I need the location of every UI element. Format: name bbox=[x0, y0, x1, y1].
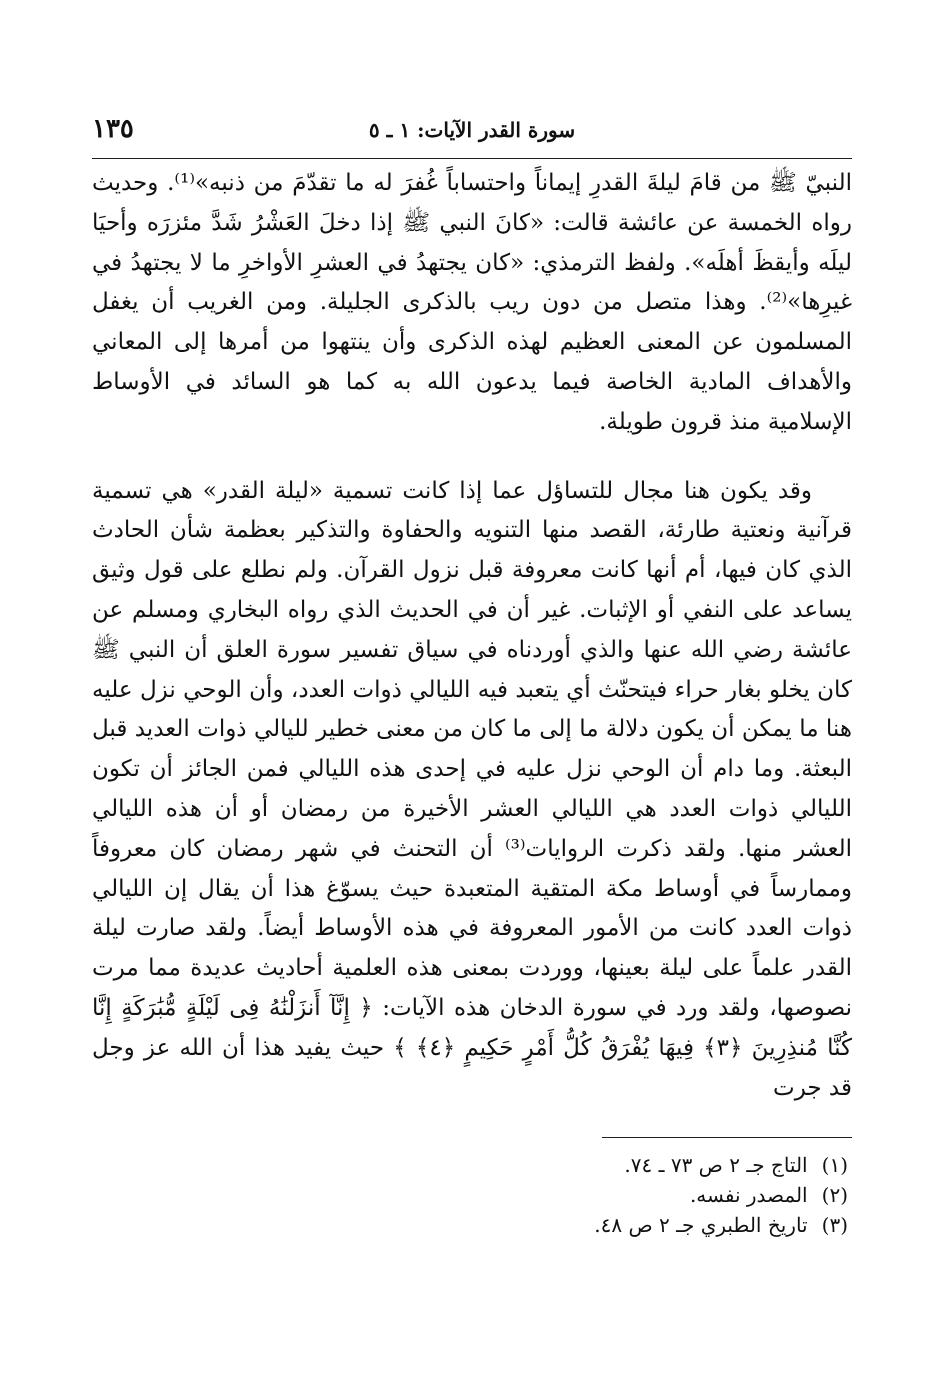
footnote-divider bbox=[602, 1137, 852, 1138]
page-number: ١٣٥ bbox=[92, 114, 134, 144]
footnote-text: تاريخ الطبري جـ ٢ ص ٤٨. bbox=[594, 1213, 808, 1237]
paragraph-1: النبيّ ﷺ من قامَ ليلةَ القدرِ إيماناً واحتساباً غُفرَ له ما تقدّمَ من ذنبه»⁽¹⁾. وحديث رواه الخمسة عن عائشة قالت: «كانَ النبي ﷺ إذا دخلَ العَشْرُ شَدَّ مئزرَه وأحيَا ليلَه وأيقظَ أهلَه». ولفظ الترمذي: «كان يجتهدُ في العشرِ الأواخرِ ما لا يجتهدُ في غيرِها»⁽²⁾. وهذا متصل من دون ريب بالذكرى الجليلة. ومن الغريب أن يغفل المسلمون عن المعنى العظيم لهذه الذكرى وأن ينتهوا من أمرها إلى المعاني والأهداف المادية الخاصة فيما يدعون الله به كما هو السائد في الأوساط الإسلامية منذ قرون طويلة. bbox=[92, 170, 853, 435]
footnote-text: المصدر نفسه. bbox=[689, 1183, 808, 1207]
footnotes bbox=[92, 1150, 848, 1240]
footnote-number: (٢) bbox=[821, 1183, 848, 1207]
body-text bbox=[92, 164, 852, 1108]
paragraph-2: وقد يكون هنا مجال للتساؤل عما إذا كانت تسمية «ليلة القدر» هي تسمية قرآنية ونعتية طارئة، القصد منها التنويه والحفاوة والتذكير بعظمة شأن الحادث الذي كان فيها، أم أنها كانت معروفة قبل نزول القرآن. ولم نطلع على قول وثيق يساعد على النفي أو الإثبات. غير أن في الحديث الذي رواه البخاري ومسلم عن عائشة رضي الله عنها والذي أوردناه في سياق تفسير سورة العلق أن النبي ﷺ كان يخلو بغار حراء فيتحنّث أي يتعبد فيه الليالي ذوات العدد، وأن الوحي نزل عليه هنا ما يمكن أن يكون دلالة ما إلى ما كان من معنى خطير لليالي ذوات العديد قبل البعثة. وما دام أن الوحي نزل عليه في إحدى هذه الليالي فمن الجائز أن تكون الليالي ذوات العدد هي الليالي العشر الأخيرة من رمضان أو أن هذه الليالي العشر منها. ولقد ذكرت الروايات⁽³⁾ أن التحنث في شهر رمضان كان معروفاً وممارساً في أوساط مكة المتقية المتعبدة حيث يسوّغ هذا أن يقال إن الليالي ذوات العدد كانت من الأمور المعروفة في هذه الأوساط أيضاً. ولقد صارت ليلة القدر علماً على ليلة بعينها، ووردت بمعنى هذه العلمية أحاديث عديدة مما مرت نصوصها، ولقد ورد في سورة الدخان هذه الآيات: ﴿ إِنَّآ أَنزَلْنَٰهُ فِى لَيْلَةٍ مُّبَٰرَكَةٍ إِنَّا كُنَّا مُنذِرِينَ ﴿٣﴾ فِيهَا يُفْرَقُ كُلُّ أَمْرٍ حَكِيمٍ ﴿٤﴾ ﴾ حيث يفيد هذا أن الله عز وجل قد جرت bbox=[92, 477, 852, 1101]
footnote-text: التاج جـ ٢ ص ٧٣ ـ ٧٤. bbox=[624, 1153, 808, 1177]
footnote-2 bbox=[92, 1180, 848, 1210]
footnote-number: (١) bbox=[821, 1153, 848, 1177]
footnote-3 bbox=[92, 1210, 848, 1240]
page-header bbox=[92, 114, 852, 159]
footnote-1 bbox=[92, 1150, 848, 1180]
running-title: سورة القدر الآيات: ١ ـ ٥ bbox=[368, 118, 576, 142]
footnote-number: (٣) bbox=[821, 1213, 848, 1237]
